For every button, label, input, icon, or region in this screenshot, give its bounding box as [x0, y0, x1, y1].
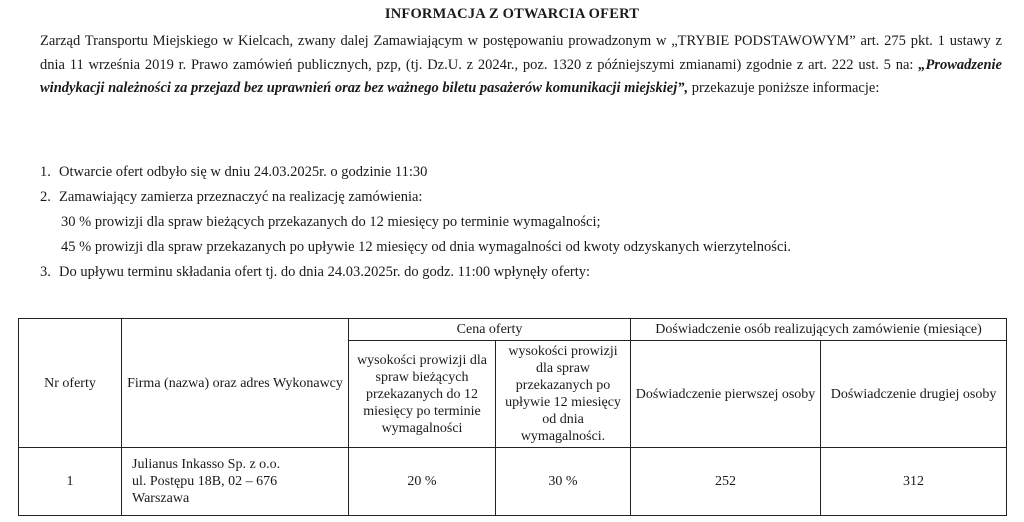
header-experience-second: Doświadczenie drugiej osoby — [821, 341, 1007, 448]
experience-first-value: 252 — [631, 448, 821, 516]
list-item-text: Zamawiający zamierza przeznaczyć na realizację zamówienia: — [59, 189, 423, 205]
header-price-current: wysokości prowizji dla spraw bieżących przekazanych do 12 miesięcy po terminie wymagalności — [349, 341, 496, 448]
experience-second-value: 312 — [821, 448, 1007, 516]
intro-paragraph — [40, 30, 1002, 101]
list-number: 3. — [40, 264, 51, 280]
header-offer-number: Nr oferty — [19, 319, 122, 448]
price-current-value: 20 % — [349, 448, 496, 516]
list-item-text: Otwarcie ofert odbyło się w dniu 24.03.2025r. o godzinie 11:30 — [59, 164, 428, 180]
list-item — [40, 260, 791, 285]
list-item-text: Do upływu terminu składania ofert tj. do dnia 24.03.2025r. do godz. 11:00 wpłynęły oferty: — [59, 264, 591, 280]
procurement-subject: „Prowadzenie windykacji należności za przejazd bez uprawnień oraz bez ważnego biletu pasażerów komunikacji miejskiej”, — [40, 56, 1002, 96]
document-title: INFORMACJA Z OTWARCIA OFERT — [384, 6, 640, 22]
header-price-overdue: wysokości prowizji dla spraw przekazanych po upływie 12 miesięcy od dnia wymagalności. — [496, 341, 631, 448]
list-subitem: 30 % prowizji dla spraw bieżących przekazanych do 12 miesięcy po terminie wymagalności; — [61, 214, 601, 230]
list-item — [40, 160, 791, 185]
info-list — [40, 160, 791, 285]
header-firm: Firma (nazwa) oraz adres Wykonawcy — [122, 319, 349, 448]
firm-cell — [122, 448, 349, 516]
table-header-row — [19, 319, 1007, 341]
price-overdue-value: 30 % — [496, 448, 631, 516]
firm-street: ul. Postępu 18B, 02 – 676 — [132, 474, 278, 489]
table-row — [19, 448, 1007, 516]
list-number: 1. — [40, 164, 51, 180]
header-price-group: Cena oferty — [349, 319, 631, 341]
intro-text-end: przekazuje poniższe informacje: — [691, 80, 880, 96]
list-subitem: 45 % prowizji dla spraw przekazanych po upływie 12 miesięcy od dnia wymagalności od kwoty odzyskanych wierzytelności. — [61, 239, 792, 255]
list-item — [40, 185, 791, 210]
firm-name: Julianus Inkasso Sp. z o.o. — [132, 457, 281, 472]
offers-table — [18, 318, 1007, 516]
firm-city: Warszawa — [132, 491, 190, 506]
offer-number: 1 — [19, 448, 122, 516]
header-experience-first: Doświadczenie pierwszej osoby — [631, 341, 821, 448]
list-number: 2. — [40, 189, 51, 205]
intro-text-start: Zarząd Transportu Miejskiego w Kielcach, zwany dalej Zamawiającym w postępowaniu prowadzonym w „TRYBIE PODSTAWOWYM” art. 275 pkt. 1 ustawy z dnia 11 września 2019 r. Prawo zamówień publicznych, pzp, (tj. Dz.U. z 2024r., poz. 1320 z późniejszymi zmianami) zgodnie z art. 222 ust. 5 na: — [40, 33, 1002, 73]
header-experience-group: Doświadczenie osób realizujących zamówienie (miesiące) — [631, 319, 1007, 341]
